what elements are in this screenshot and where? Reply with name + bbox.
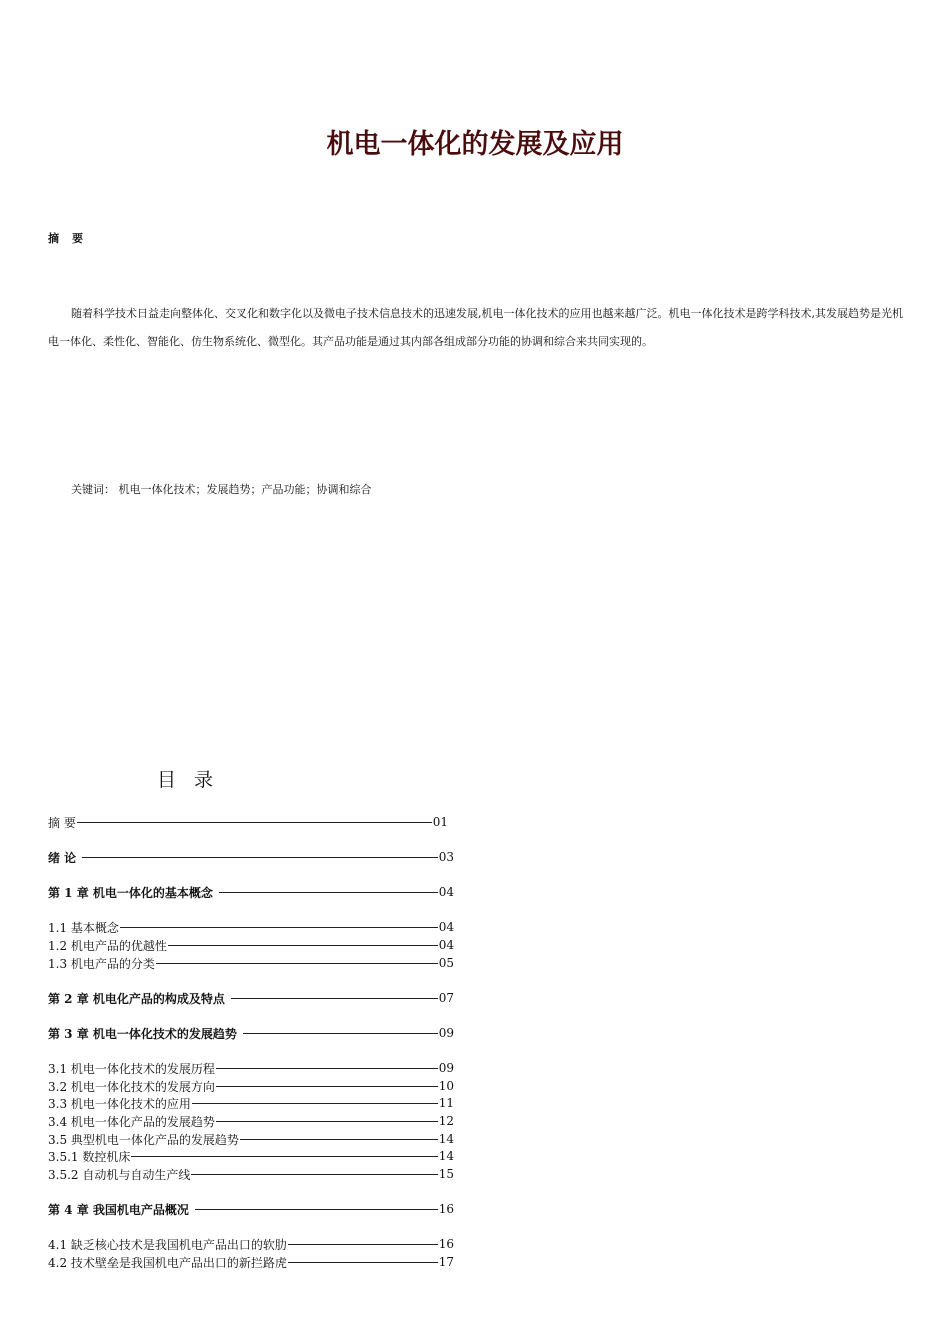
toc-entry bbox=[48, 1254, 454, 1270]
toc-entry-page: 11 bbox=[438, 1096, 454, 1110]
toc-entry-label: 第 1 章 机电一体化的基本概念 bbox=[48, 885, 213, 900]
toc-entry-page: 16 bbox=[438, 1202, 454, 1216]
toc-entry-page: 16 bbox=[438, 1237, 454, 1251]
toc-entry bbox=[48, 990, 454, 1006]
toc-entry bbox=[48, 849, 454, 865]
toc-entry-label: 1.2 机电产品的优越性 bbox=[48, 938, 167, 953]
toc-entry bbox=[48, 1113, 454, 1129]
toc-leader bbox=[231, 998, 438, 999]
toc-entry-page: 14 bbox=[438, 1132, 454, 1146]
toc-entry bbox=[48, 955, 454, 971]
toc-entry-label: 3.3 机电一体化技术的应用 bbox=[48, 1096, 191, 1111]
toc-entry bbox=[48, 1095, 454, 1111]
toc-entry bbox=[48, 814, 448, 830]
toc-entry-label: 1.1 基本概念 bbox=[48, 920, 119, 935]
toc-entry-page: 09 bbox=[438, 1026, 454, 1040]
toc-entry-label: 3.4 机电一体化产品的发展趋势 bbox=[48, 1114, 215, 1129]
toc-entry-label: 第 4 章 我国机电产品概况 bbox=[48, 1202, 189, 1217]
abstract-body: 随着科学技术日益走向整体化、交叉化和数字化以及微电子技术信息技术的迅速发展,机电一体化技术的应用也越来越广泛。机电一体化技术是跨学科技术,其发展趋势是光机电一体化、柔性化、智能化、仿生物系统化、微型化。其产品功能是通过其内部各组成部分功能的协调和综合来共同实现的。 bbox=[48, 307, 903, 348]
toc-leader bbox=[131, 1156, 437, 1157]
toc-leader bbox=[219, 892, 438, 893]
toc-entry-page: 07 bbox=[438, 991, 454, 1005]
toc-entry-label: 3.1 机电一体化技术的发展历程 bbox=[48, 1061, 215, 1076]
toc-leader bbox=[168, 945, 438, 946]
toc-leader bbox=[192, 1103, 438, 1104]
toc-entry-label: 第 2 章 机电化产品的构成及特点 bbox=[48, 991, 225, 1006]
toc-entry-label: 3.5.2 自动机与自动生产线 bbox=[48, 1167, 191, 1182]
toc-leader bbox=[82, 857, 438, 858]
toc-entry bbox=[48, 1131, 454, 1147]
toc-leader bbox=[288, 1262, 438, 1263]
toc-entry bbox=[48, 937, 454, 953]
toc-heading: 目 录 bbox=[157, 769, 220, 791]
toc-entry bbox=[48, 884, 454, 900]
toc-entry-page: 04 bbox=[438, 938, 454, 952]
toc-leader bbox=[288, 1244, 438, 1245]
toc-leader bbox=[191, 1174, 437, 1175]
toc-entry-label: 3.5 典型机电一体化产品的发展趋势 bbox=[48, 1132, 239, 1147]
toc-entry-label: 4.2 技术壁垒是我国机电产品出口的新拦路虎 bbox=[48, 1255, 287, 1270]
toc-leader bbox=[195, 1209, 438, 1210]
toc-entry-page: 01 bbox=[432, 815, 448, 829]
toc-entry-page: 04 bbox=[438, 885, 454, 899]
document-title: 机电一体化的发展及应用 bbox=[326, 129, 624, 160]
toc-entry bbox=[48, 1078, 454, 1094]
toc-entry bbox=[48, 1025, 454, 1041]
abstract-label: 摘 要 bbox=[48, 232, 84, 245]
toc-leader bbox=[156, 963, 438, 964]
toc-leader bbox=[216, 1086, 438, 1087]
toc-entry-page: 14 bbox=[438, 1149, 454, 1163]
toc-entry-label: 1.3 机电产品的分类 bbox=[48, 956, 155, 971]
toc-entry bbox=[48, 1201, 454, 1217]
toc-leader bbox=[240, 1139, 438, 1140]
toc-entry-label: 3.2 机电一体化技术的发展方向 bbox=[48, 1079, 215, 1094]
toc-entry-page: 17 bbox=[438, 1255, 454, 1269]
toc-entry-page: 03 bbox=[438, 850, 454, 864]
toc-entry-label: 3.5.1 数控机床 bbox=[48, 1149, 131, 1164]
toc-leader bbox=[243, 1033, 438, 1034]
toc-entry-page: 04 bbox=[438, 920, 454, 934]
toc-entry-page: 10 bbox=[438, 1079, 454, 1093]
toc-entry-page: 12 bbox=[438, 1114, 454, 1128]
toc-entry bbox=[48, 919, 454, 935]
toc-entry bbox=[48, 1060, 454, 1076]
toc-entry bbox=[48, 1236, 454, 1252]
toc-entry-label: 4.1 缺乏核心技术是我国机电产品出口的软肋 bbox=[48, 1237, 287, 1252]
toc-leader bbox=[216, 1121, 438, 1122]
toc-entry-label: 第 3 章 机电一体化技术的发展趋势 bbox=[48, 1026, 237, 1041]
toc-leader bbox=[77, 822, 432, 823]
toc-entry-page: 05 bbox=[438, 956, 454, 970]
toc-entry-label: 绪 论 bbox=[48, 850, 77, 865]
toc-entry-page: 15 bbox=[438, 1167, 454, 1181]
toc-entry-page: 09 bbox=[438, 1061, 454, 1075]
toc-entry-label: 摘 要 bbox=[48, 815, 76, 830]
keywords-line: 关键词： 机电一体化技术；发展趋势；产品功能；协调和综合 bbox=[71, 483, 372, 496]
toc-leader bbox=[216, 1068, 438, 1069]
toc-leader bbox=[120, 927, 438, 928]
toc-entry bbox=[48, 1166, 454, 1182]
toc-entry bbox=[48, 1148, 454, 1164]
